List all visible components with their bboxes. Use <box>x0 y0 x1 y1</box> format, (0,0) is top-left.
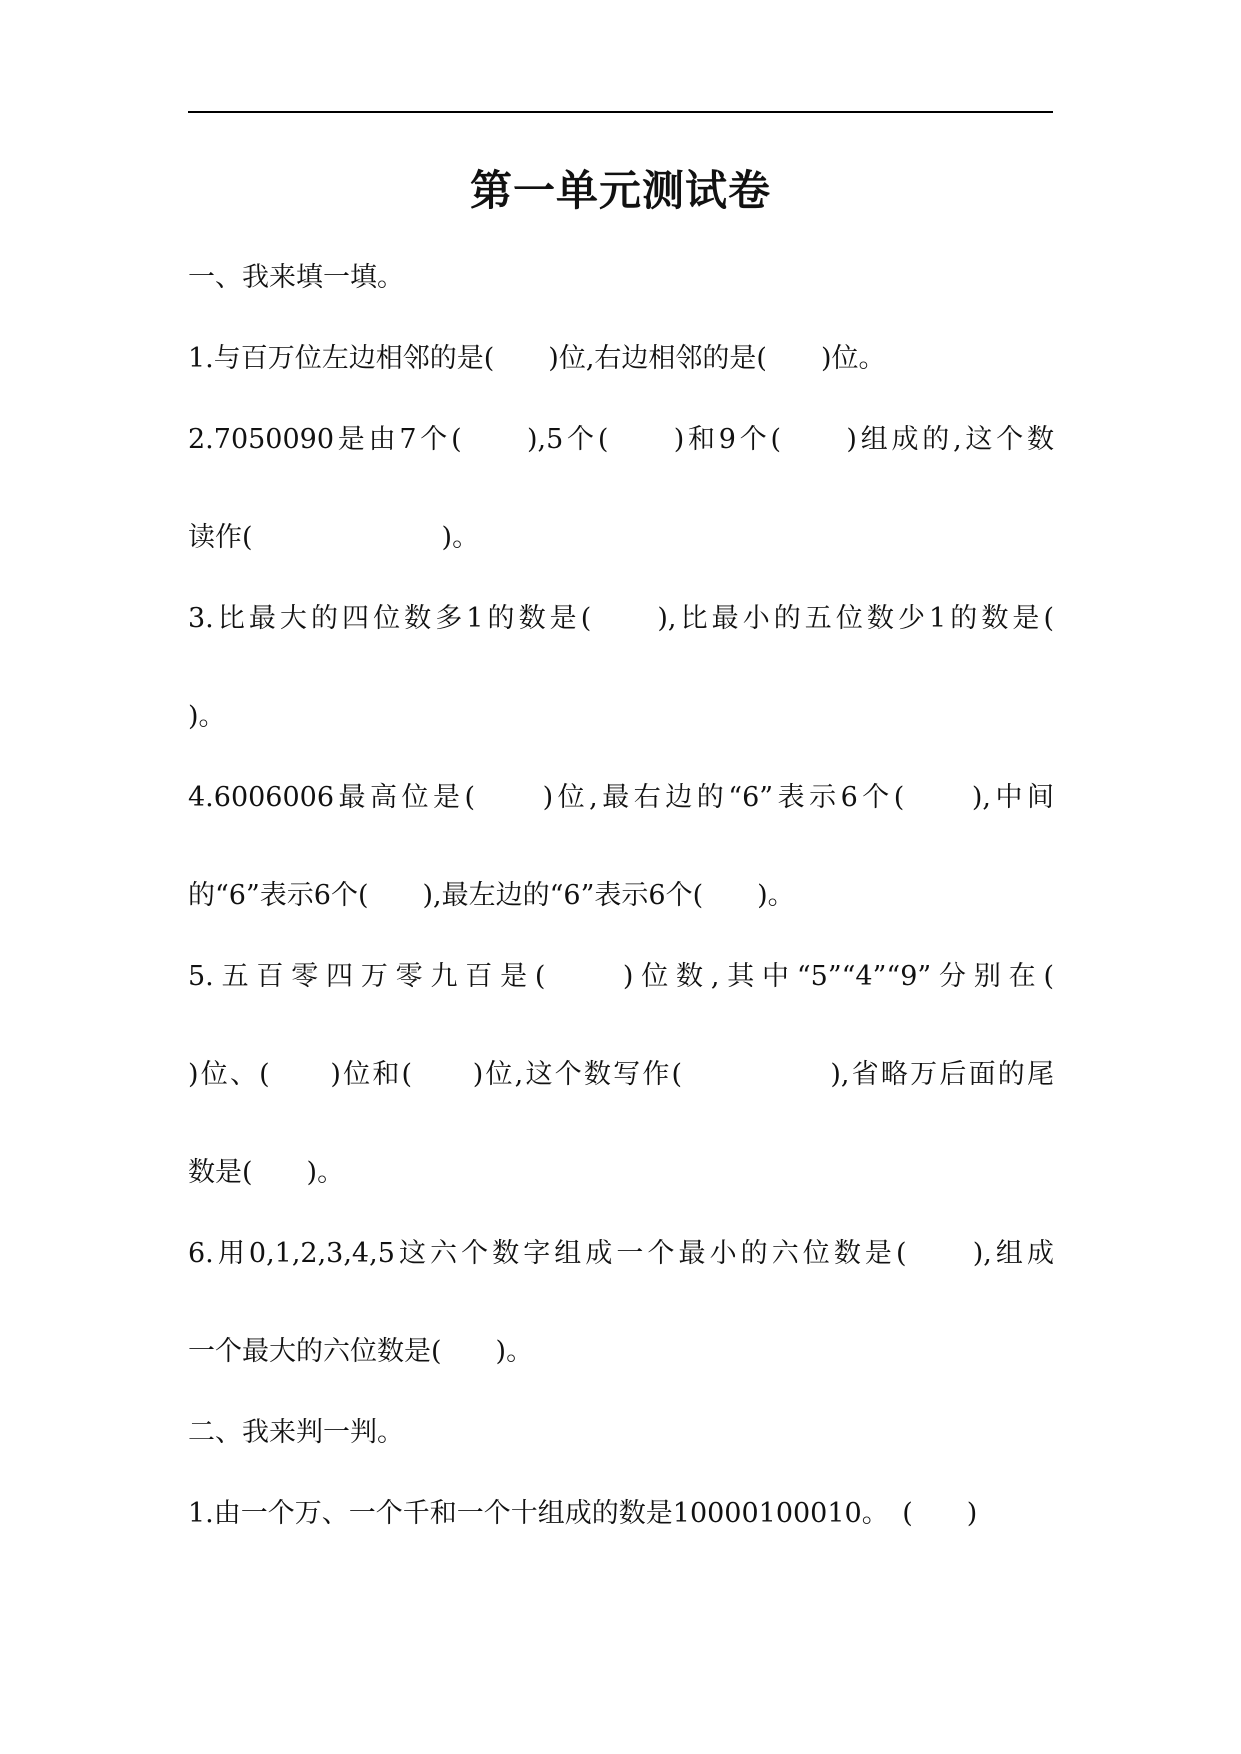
question-1-6-line1: 6.用0,1,2,3,4,5这六个数字组成一个最小的六位数是( ),组成 <box>188 1238 1054 1269</box>
question-1-5-line3: 数是( )。 <box>188 1157 345 1188</box>
section2-heading: 二、我来判一判。 <box>188 1417 404 1448</box>
page-title: 第一单元测试卷 <box>469 166 771 215</box>
question-1-4-line1: 4.6006006最高位是( )位,最右边的“6”表示6个( ),中间 <box>188 782 1054 813</box>
question-1-1: 1.与百万位左边相邻的是( )位,右边相邻的是( )位。 <box>188 343 886 374</box>
question-1-2-line2: 读作( )。 <box>188 522 480 553</box>
header-rule <box>188 111 1053 113</box>
question-1-2-line1: 2.7050090是由7个( ),5个( )和9个( )组成的,这个数 <box>188 424 1054 455</box>
question-2-1: 1.由一个万、一个千和一个十组成的数是10000100010。 ( ) <box>188 1498 978 1529</box>
question-1-5-line2: )位、( )位和( )位,这个数写作( ),省略万后面的尾 <box>188 1059 1054 1090</box>
question-1-3-line2: )。 <box>188 701 226 732</box>
question-1-6-line2: 一个最大的六位数是( )。 <box>188 1336 534 1367</box>
question-1-3-line1: 3.比最大的四位数多1的数是( ),比最小的五位数少1的数是( <box>188 603 1054 634</box>
section1-heading: 一、我来填一填。 <box>188 262 404 293</box>
question-1-5-line1: 5.五百零四万零九百是( )位数,其中“5”“4”“9”分别在( <box>188 961 1054 992</box>
question-1-4-line2: 的“6”表示6个( ),最左边的“6”表示6个( )。 <box>188 880 795 911</box>
